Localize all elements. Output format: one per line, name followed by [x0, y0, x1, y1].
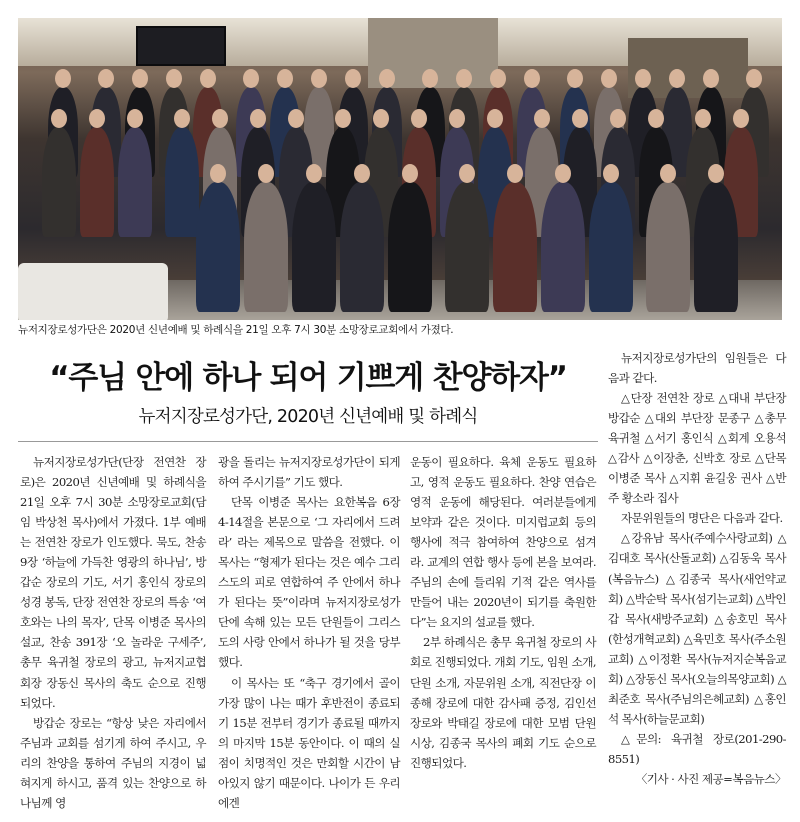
photo-person [541, 182, 585, 312]
photo-person-head [243, 69, 259, 88]
photo-person [292, 182, 336, 312]
photo-person [646, 182, 690, 312]
photo-person-head [507, 164, 523, 183]
photo-person-head [166, 69, 182, 88]
photo-person-head [524, 69, 540, 88]
photo-person-head [422, 69, 438, 88]
photo-person-head [250, 109, 266, 128]
photo-person-head [648, 109, 664, 128]
advisors-intro: 자문위원들의 명단은 다음과 같다. [621, 511, 783, 526]
photo-person-head [210, 164, 226, 183]
photo-person-head [601, 69, 617, 88]
photo-person-head [89, 109, 105, 128]
photo-person-head [534, 109, 550, 128]
photo-person [445, 182, 489, 312]
article-paragraph: 광을 돌리는 뉴저지장로성가단이 되게 하여 주시기를” 기도 했다. [218, 455, 400, 490]
article-subheadline: 뉴저지장로성가단, 2020년 신년예배 및 하례식 [138, 407, 478, 427]
group-photo [18, 18, 782, 320]
photo-person-head [456, 69, 472, 88]
photo-person-head [635, 69, 651, 88]
article-headline: “주님 안에 하나 되어 기쁘게 찬양하자” [49, 360, 567, 396]
photo-person-head [411, 109, 427, 128]
photo-person-head [402, 164, 418, 183]
photo-person-head [288, 109, 304, 128]
photo-person [493, 182, 537, 312]
photo-person [42, 127, 76, 237]
article-paragraph: 뉴저지장로성가단(단장 전연찬 장로)은 2020년 신년예배 및 하례식을 21일 오후 7시 30분 소망장로교회(담임 박상천 목사)에서 가졌다. 1부 예배는 전연찬 장로가 인도했다. 묵도, 찬송 9장 ‘하늘에 가득찬 영광의 하나님’, 방갑순 장로의 기도, 서기 홍인식 장로의 성경 봉독, 단장 전연찬 장로의 특송 ‘여호와는 나의 목자’, 단목 이병준 목사의 설교, 찬송 391장 ‘오 놀라운 구세주’, 총무 육귀철 장로의 광고, 뉴저지교협 회장 장동신 목사의 축도 순으로 진행되었다. [20, 455, 206, 710]
photo-person-head [306, 164, 322, 183]
photo-person-head [567, 69, 583, 88]
photo-person-head [174, 109, 190, 128]
photo-person-head [379, 69, 395, 88]
photo-person [589, 182, 633, 312]
photo-person-head [51, 109, 67, 128]
photo-person-head [746, 69, 762, 88]
advisors-list: △강유남 목사(주예수사랑교회) △김대호 목사(산돌교회) △김동욱 목사(복음뉴스) △김종국 목사(새언약교회) △박순탁 목사(섬기는교회) △박인갑 목사(새방주교회) △송호민 목사(한성개혁교회) △육민호 목사(주소원교회) △이정환 목사(뉴저지순복음교회) △장동신 목사(오늘의목양교회) △최준호 목사(주님의은혜교회) △홍인석 목사(하늘문교회) [608, 531, 786, 726]
article-column-3 [410, 452, 596, 773]
photo-person-head [572, 109, 588, 128]
photo-person [80, 127, 114, 237]
photo-person-head [449, 109, 465, 128]
photo-person [196, 182, 240, 312]
photo-person-head [733, 109, 749, 128]
photo-person-head [258, 164, 274, 183]
photo-person-head [132, 69, 148, 88]
article-paragraph: 방갑순 장로는 “항상 낮은 자리에서 주님과 교회를 섬기게 하여 주시고, 우리의 찬양을 통하여 주님의 지경이 넓혀지게 하시고, 품격 있는 찬양으로 하나님께 영 [20, 715, 206, 810]
article-paragraph: 이 목사는 또 “축구 경기에서 골이 가장 많이 나는 때가 후반전이 종료되기 15분 전부터 경기가 종료될 때까지의 마지막 15분 동안이다. 이 때의 실점이 치명적인 것은 만회할 시간이 남아있지 않기 때문이다. 나이가 든 우리에겐 [218, 675, 400, 810]
photo-person-head [55, 69, 71, 88]
photo-person-head [277, 69, 293, 88]
article-paragraph: 단목 이병준 목사는 요한복음 6장 4-14절을 본문으로 ‘그 자리에서 드려라’ 라는 제목으로 말씀을 전했다. 이 목사는 “형제가 된다는 것은 예수 그리스도의 피로 연합하여 주 안에서 하나가 된다는 뜻”이라며 뉴저지장로성가단에 속해 있는 모든 단원들이 그리스도의 사랑 안에서 하나가 될 것을 당부했다. [218, 495, 400, 670]
headline-divider [18, 441, 598, 442]
photo-table [18, 263, 168, 320]
photo-person-head [660, 164, 676, 183]
photo-person-head [669, 69, 685, 88]
photo-person-head [695, 109, 711, 128]
photo-person-head [610, 109, 626, 128]
photo-person-head [212, 109, 228, 128]
article-paragraph: 운동이 필요하다. 육체 운동도 필요하고, 영적 운동도 필요하다. 찬양 연습은 영적 운동에 해당된다. 여러분들에게 보약과 같은 것이다. 미지럽교회 등의 행사에 적극 참여하여 찬양으로 섬겨라. 교계의 연합 행사 등에 본을 보여라. 주님의 손에 들리워 기적 같은 역사를 만들어 내는 2020년이 되기를 축원한다”는 요지의 설교를 했다. [410, 455, 596, 630]
photo-person-head [703, 69, 719, 88]
photo-person-head [490, 69, 506, 88]
article-column-1 [20, 452, 206, 813]
photo-person [694, 182, 738, 312]
photo-person-head [459, 164, 475, 183]
photo-person-head [555, 164, 571, 183]
photo-person-head [345, 69, 361, 88]
article-credit: 〈기사 · 사진 제공=복음뉴스〉 [635, 771, 786, 786]
photo-tv-screen [136, 26, 226, 66]
photo-person [244, 182, 288, 312]
photo-person-head [354, 164, 370, 183]
article-column-2 [218, 452, 400, 813]
officers-list: △단장 전연찬 장로 △대내 부단장 방갑순 △대외 부단장 문종구 △총무 육귀철 △서기 홍인식 △회계 오용석 △감사 △이장춘, 신박호 장로 △단목 이병준 목사 △지휘 윤길웅 권사 △반주 황소라 집사 [608, 391, 786, 506]
photo-person [165, 127, 199, 237]
photo-person [340, 182, 384, 312]
contact-info: △문의: 육귀철 장로(201-290-8551) [608, 731, 786, 766]
photo-person-head [98, 69, 114, 88]
photo-person-head [311, 69, 327, 88]
photo-person-head [335, 109, 351, 128]
photo-person-head [127, 109, 143, 128]
photo-person-head [708, 164, 724, 183]
article-paragraph: 2부 하례식은 총무 육귀철 장로의 사회로 진행되었다. 개회 기도, 임원 소개, 단원 소개, 자문위원 소개, 직전단장 이종해 장로에 대한 감사패 증정, 김인선 장로와 박태길 장로에 대한 모범 단원 시상, 김종국 목사의 폐회 기도 순으로 진행되었다. [410, 635, 596, 770]
photo-person [388, 182, 432, 312]
officers-intro: 뉴저지장로성가단의 임원들은 다음과 같다. [608, 351, 786, 386]
photo-person-head [373, 109, 389, 128]
photo-person-head [200, 69, 216, 88]
photo-person-head [603, 164, 619, 183]
photo-person [118, 127, 152, 237]
article-column-4 [608, 348, 786, 789]
photo-caption: 뉴저지장로성가단은 2020년 신년예배 및 하례식을 21일 오후 7시 30분 소망장로교회에서 가졌다. [18, 324, 454, 336]
photo-person-head [487, 109, 503, 128]
